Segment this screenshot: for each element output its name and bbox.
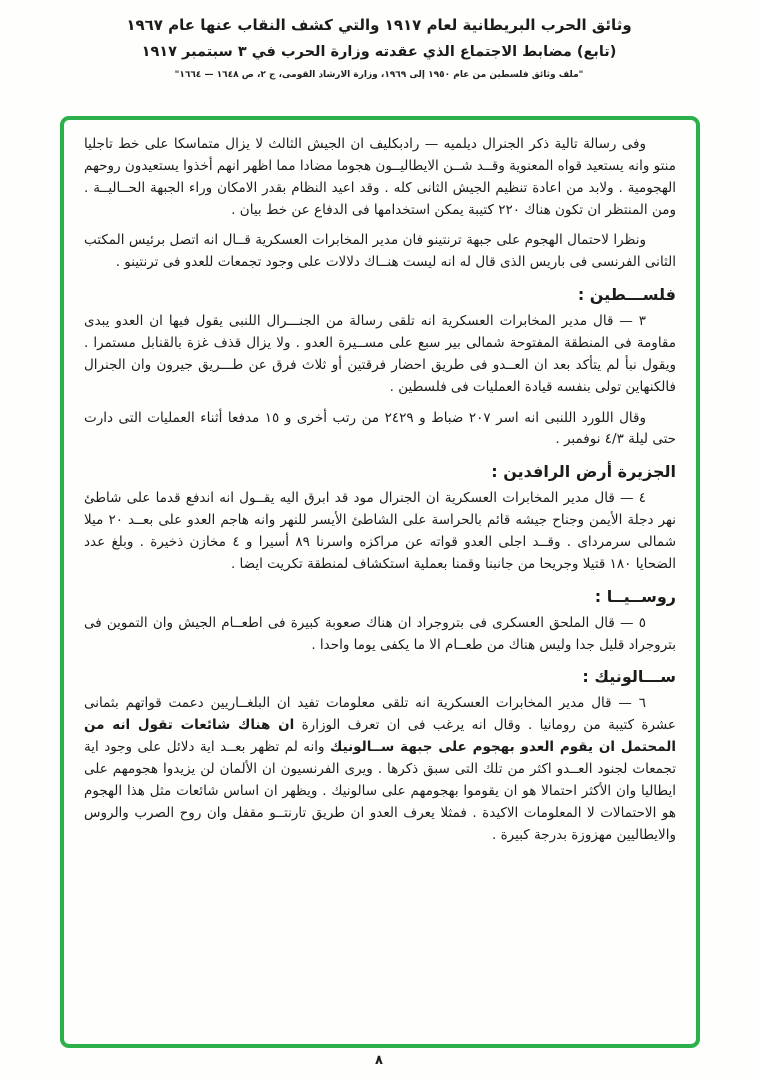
paragraph-salonika-report	[84, 693, 676, 846]
page-number: ٨	[375, 1053, 383, 1068]
page-footer	[0, 1053, 758, 1068]
header-title-line1: وثائق الحرب البريطانية لعام ١٩١٧ والتي كشف النقاب عنها عام ١٩٦٧	[126, 16, 632, 34]
green-frame	[60, 116, 700, 1048]
paragraph-trentino: ونظرا لاحتمال الهجوم على جبهة ترنتينو فان مدير المخابرات العسكرية قــال انه اتصل برئيس المكتب الثانى الفرنسى فى باريس الذى قال له انه ليست هنــاك دلالات على وجود تجمعات للعدو فى ترنتينو .	[84, 232, 676, 271]
section-heading-russia: روســيــا :	[594, 586, 676, 606]
paragraph-allenby-captures: وقال اللورد اللنبى انه اسر ٢٠٧ ضباط و ٢٤٢٩ من رتب أخرى و ١٥ مدفعا أثناء العمليات التى دارت حتى ليلة ٤/٣ نوفمبر .	[84, 409, 676, 448]
section-heading-salonika: ســـالونيك :	[582, 667, 676, 687]
salonika-text-tail: وانه لم تظهر بعــد اية دلائل على وجود اية تجمعات لجنود العــدو اكثر من تلك التى سبق ذكرها . ويرى الفرنسيون ان الألمان لن يزيدوا هجومهم على ايطاليا وان الأكثر احتمالا هو ان يقوموا بهجومهم على سالونيك . ويظهر ان اساس شائعات مثل هذا الهجوم هو الاحتمالات لا المعلومات الاكيدة . فمثلا يعرف العدو ان طريق تارنتــو مقفل وان روح الصرب والروس والايطاليين مهزوزة بدرجة كبيرة .	[84, 739, 676, 843]
header-title-line2: (تابع) مضابط الاجتماع الذي عقدته وزارة الحرب في ٣ سبتمبر ١٩١٧	[141, 44, 617, 60]
document-header	[0, 0, 758, 80]
paragraph-palestine-report: ٣ — قال مدير المخابرات العسكرية انه تلقى رسالة من الجنـــرال اللنبى يقول فيها ان العدو يبدى مقاومة فى المنطقة المفتوحة شمالى بير سبع على مســيرة العدو . ولا يزال قذف غزة بالقنابل مستمرا . ويقول نبأ لم يتأكد بعد ان العــدو فى طريق احضار فرقتين أو ثلاث فرق عن طـــريق جيرون وان الجنرال فالكنهاين تولى بنفسه قيادة العمليات فى فلسطين .	[84, 313, 676, 395]
paragraph-italy-update: وفى رسالة تالية ذكر الجنرال ديلميه — رادبكليف ان الجيش الثالث لا يزال متماسكا على خط تاجليا منتو وانه يستعيد قواه المعنوية وقــد شــن الايطاليــون هجوما مضادا مما اظهر انهم أخذوا يستعيدون روحهم الهجومية . ولابد من اعادة تنظيم الجيش الثانى كله . وقد اعيد النظام بقدر الامكان وراء الجبهة الحــاليــة . ومن المنتظر ان تكون هناك ٢٢٠ كتيبة يمكن استخدامها فى الدفاع عن خط بيان .	[84, 136, 676, 218]
header-source-note: "ملف وثائق فلسطين من عام ١٩٥٠ إلى ١٩٦٩، وزارة الارشاد القومى، ج ٢، ص ١٦٤٨ — ١٦٦٤"	[174, 70, 584, 80]
paragraph-mesopotamia-report: ٤ — قال مدير المخابرات العسكرية ان الجنرال مود قد ابرق اليه يقــول انه اندفع قدما على شاطئ نهر دجلة الأيمن وجناح جيشه قائم بالحراسة على الشاطئ الأيسر للنهر وانه هاجم العدو على بعــد ٢٠ ميلا شمالى سرمرداى . وقــد اجلى العدو قواته عن مراكزه واسرنا ٨٩ أسيرا و ٤ مخازن ذخيرة . وبلغ عدد الضحايا ١٨٠ قتيلا وجريحا من جانبنا وقمنا بعملية استكشاف لمنطقة تكريت ايضا .	[84, 490, 677, 572]
salonika-text-bold-rumor: ان هناك شائعات تقول انه من المحتمل ان يقوم العدو بهجوم على جبهة ســالونيك	[84, 717, 676, 756]
salonika-text-lead: ٦ — قال مدير المخابرات العسكرية انه تلقى معلومات تفيد ان البلغــاريين دعمت قواتهم بثمانى عشرة كتيبة من رومانيا . وقال انه يرغب فى ان تعرف الوزارة	[84, 695, 676, 734]
paragraph-russia-report: ٥ — قال الملحق العسكرى فى بتروجراد ان هناك صعوبة كبيرة فى اطعــام الجيش وان التموين فى بتروجراد قليل جدا وليس هناك من طعــام الا ما يكفى يوما واحدا .	[84, 614, 676, 653]
section-heading-palestine: فلســـطين :	[577, 285, 676, 305]
section-heading-mesopotamia: الجزيرة أرض الرافدين :	[491, 462, 676, 482]
